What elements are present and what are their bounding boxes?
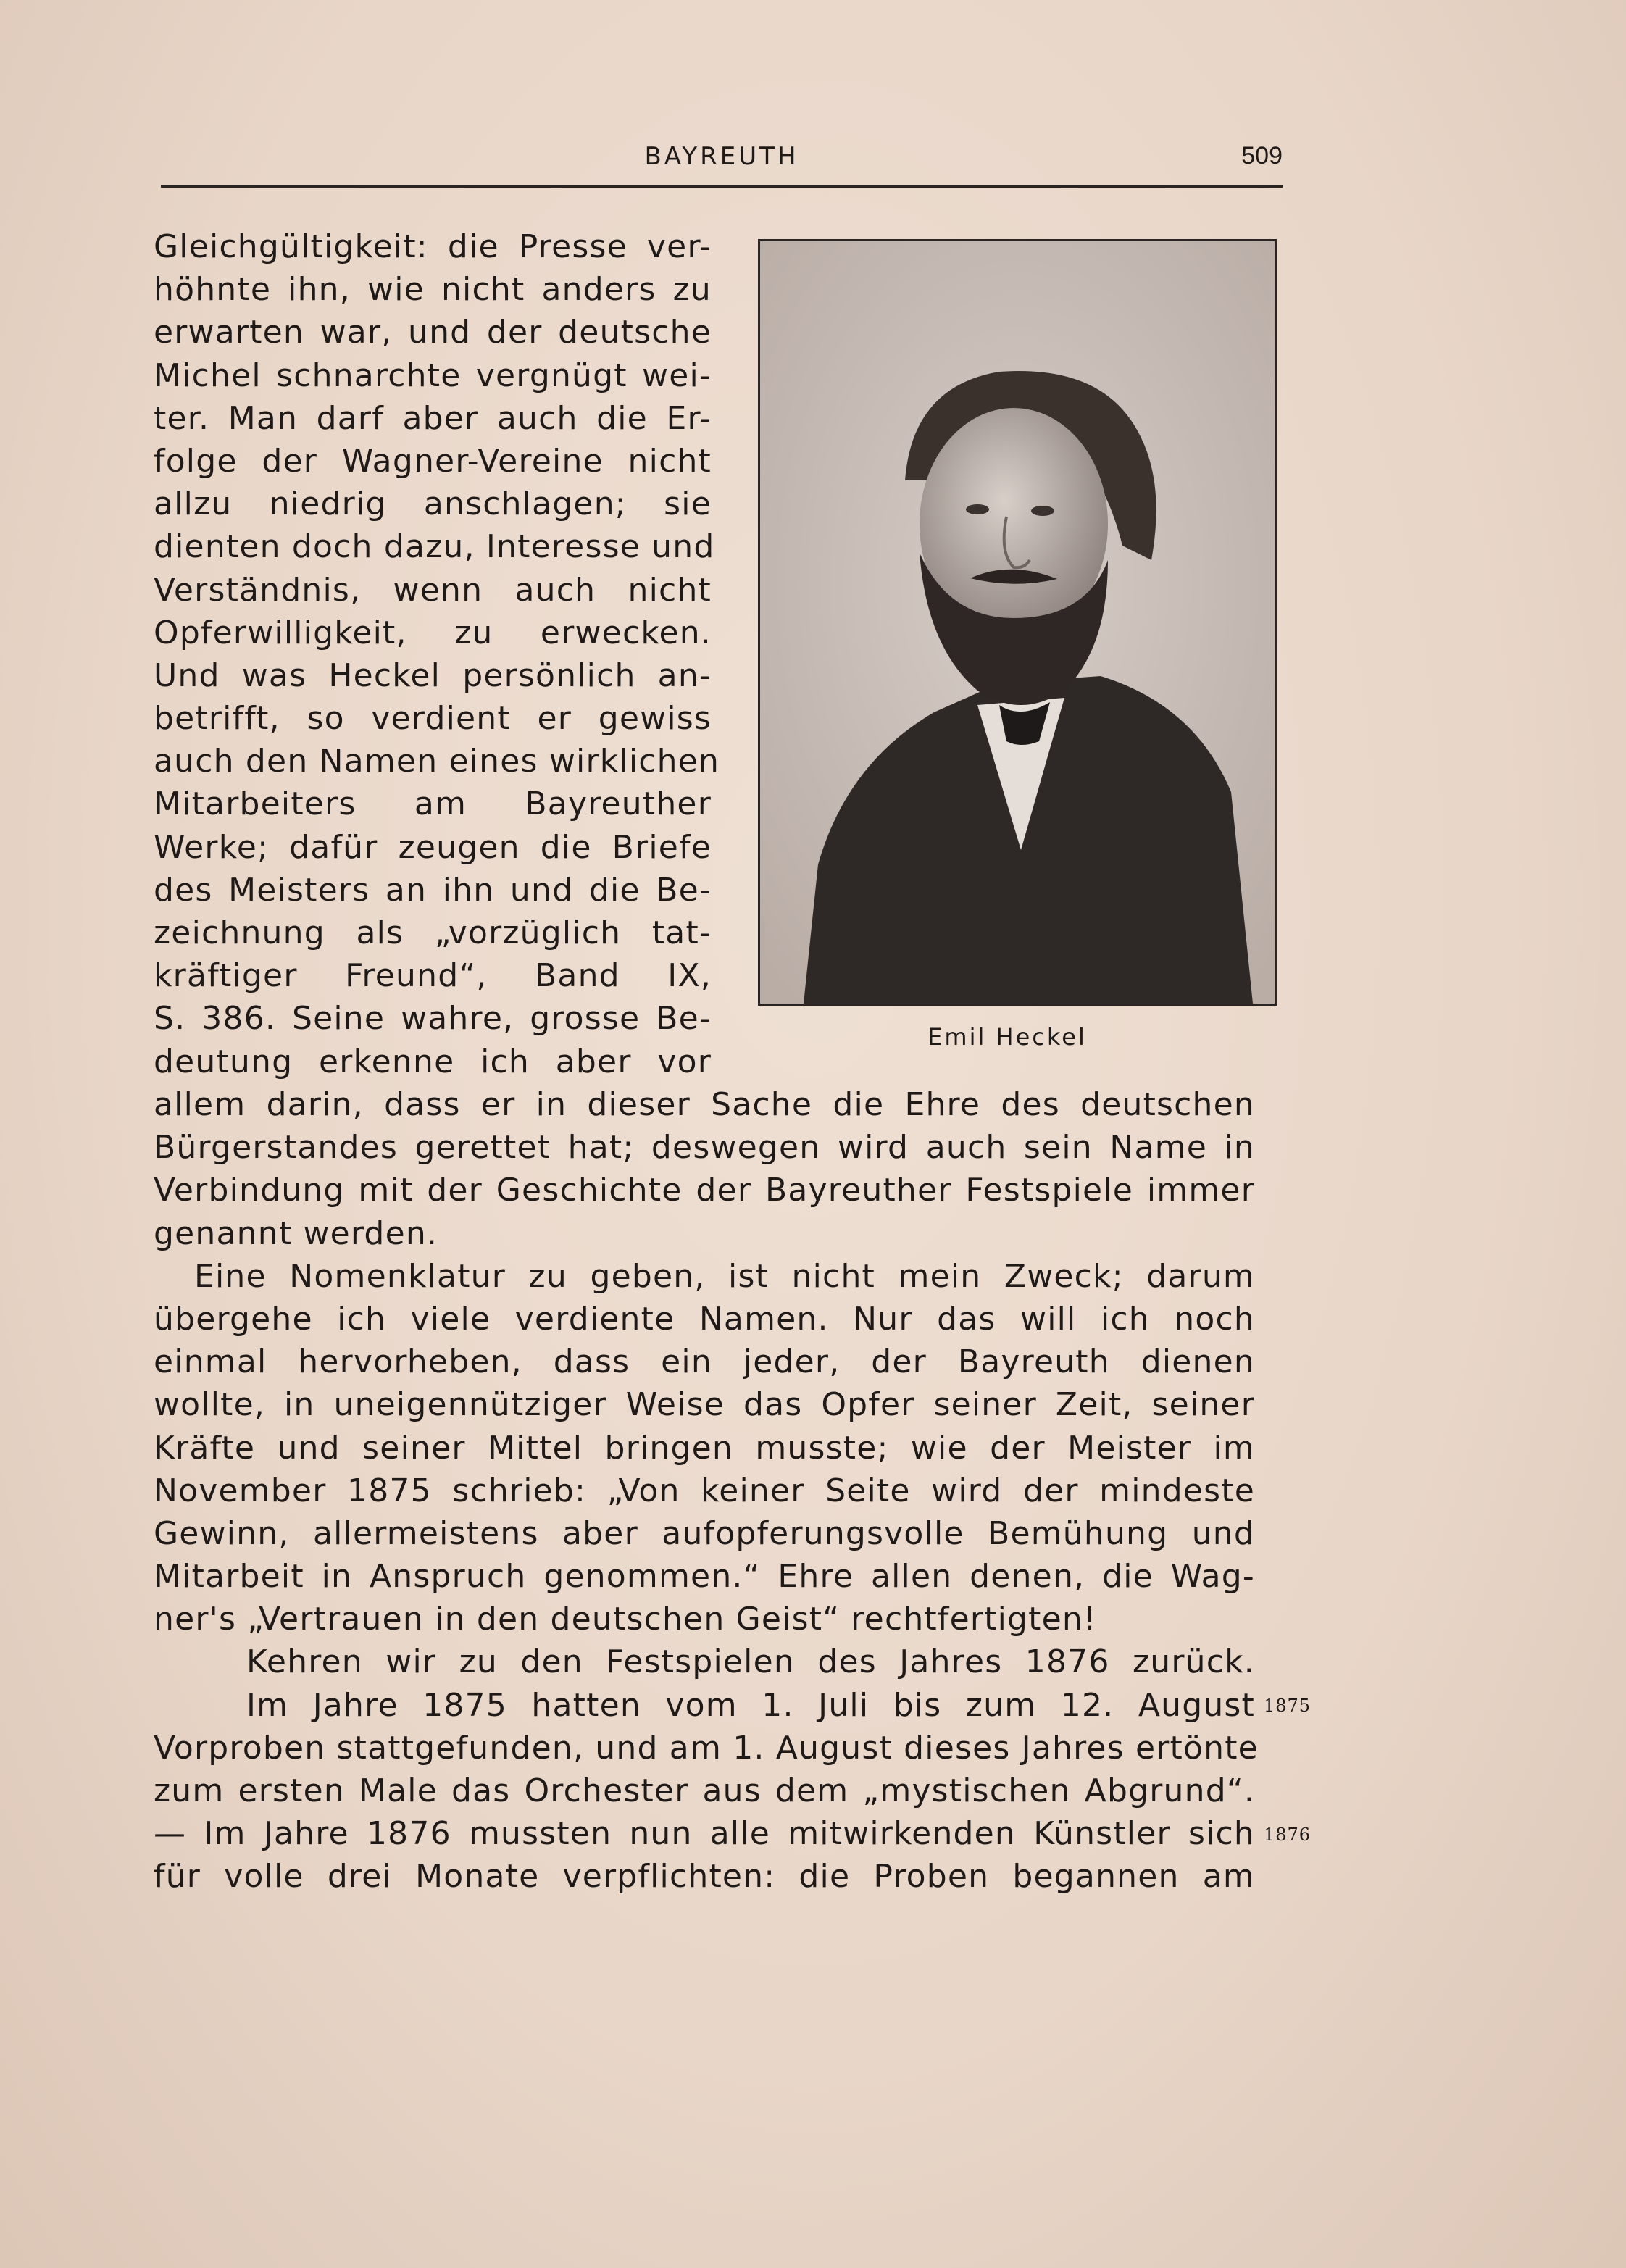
narrow-text-block — [154, 225, 1255, 1083]
page-number: 509 — [1241, 142, 1283, 170]
text-line: ter. Man darf aber auch die Er- — [154, 399, 712, 437]
text-line: Opferwilligkeit, zu erwecken. — [154, 614, 712, 651]
text-line: erwarten war, und der deutsche — [154, 314, 712, 351]
text-line: deutung erkenne ich aber vor — [154, 1043, 712, 1080]
text-line: S. 386. Seine wahre, grosse Be- — [154, 1000, 712, 1038]
text-line: zum ersten Male das Orchester aus dem „mystischen Abgrund“. — [154, 1772, 1255, 1809]
text-line: Gleichgültigkeit: die Presse ver- — [154, 228, 712, 265]
text-line: zeichnung als „vorzüglich tat- — [154, 914, 712, 951]
text-line: genannt werden. — [154, 1214, 438, 1252]
running-title: BAYREUTH — [644, 142, 799, 171]
header-rule — [161, 185, 1283, 188]
text-line: für volle drei Monate verpflichten: die Proben begannen am — [154, 1858, 1255, 1896]
text-line: betrifft, so verdient er gewiss — [154, 700, 712, 738]
text-line: — Im Jahre 1876 mussten nun alle mitwirkenden Künstler sich — [154, 1815, 1255, 1853]
paragraph-start-line: Im Jahre 1875 hatten vom 1. Juli bis zum 12. August — [246, 1686, 1255, 1724]
text-line: Gewinn, allermeistens aber aufopferungsvolle Bemühung und — [154, 1514, 1255, 1552]
text-line: Werke; dafür zeugen die Briefe — [154, 828, 712, 866]
text-line: November 1875 schrieb: „Von keiner Seite wird der mindeste — [154, 1472, 1255, 1509]
text-line: Kräfte und seiner Mittel bringen musste; wie der Meister im — [154, 1429, 1255, 1467]
text-line: auch den Namen eines wirklichen — [154, 743, 720, 780]
running-head — [161, 142, 1283, 185]
paragraph-start-line: Kehren wir zu den Festspielen des Jahres 1876 zurück. — [246, 1643, 1255, 1681]
text-line: Verbindung mit der Geschichte der Bayreuther Festspiele immer — [154, 1172, 1255, 1209]
text-line: Vorproben stattgefunden, und am 1. August dieses Jahres ertönte — [154, 1729, 1259, 1767]
text-line: kräftiger Freund“, Band IX, — [154, 957, 712, 995]
text-line: allem darin, dass er in dieser Sache die Ehre des deutschen — [154, 1086, 1255, 1123]
figure-caption: Emil Heckel — [927, 1023, 1087, 1051]
margin-note-year: 1875 — [1264, 1696, 1312, 1716]
text-line: einmal hervorheben, dass ein jeder, der Bayreuth dienen — [154, 1343, 1255, 1381]
wide-text-block — [154, 1083, 1259, 1898]
paragraph-start-line: Eine Nomenklatur zu geben, ist nicht mein Zweck; darum — [194, 1257, 1255, 1295]
text-line: Mitarbeit in Anspruch genommen.“ Ehre allen denen, die Wag- — [154, 1558, 1255, 1596]
text-line: dienten doch dazu, Interesse und — [154, 528, 715, 566]
text-line: des Meisters an ihn und die Be- — [154, 871, 712, 909]
text-line: Mitarbeiters am Bayreuther — [154, 785, 712, 823]
text-line: allzu niedrig anschlagen; sie — [154, 485, 712, 523]
text-line: wollte, in uneigennütziger Weise das Opfer seiner Zeit, seiner — [154, 1386, 1255, 1424]
text-line: übergehe ich viele verdiente Namen. Nur das will ich noch — [154, 1300, 1255, 1338]
text-line: höhnte ihn, wie nicht anders zu — [154, 271, 712, 309]
margin-note-year: 1876 — [1264, 1825, 1312, 1845]
text-line: Michel schnarchte vergnügt wei- — [154, 357, 712, 394]
text-line: Und was Heckel persönlich an- — [154, 656, 712, 694]
text-line: ner's „Vertrauen in den deutschen Geist“ rechtfertigten! — [154, 1601, 1097, 1638]
text-line: folge der Wagner-Vereine nicht — [154, 442, 712, 480]
text-line: Verständnis, wenn auch nicht — [154, 571, 712, 609]
text-line: Bürgerstandes gerettet hat; deswegen wird auch sein Name in — [154, 1129, 1255, 1167]
